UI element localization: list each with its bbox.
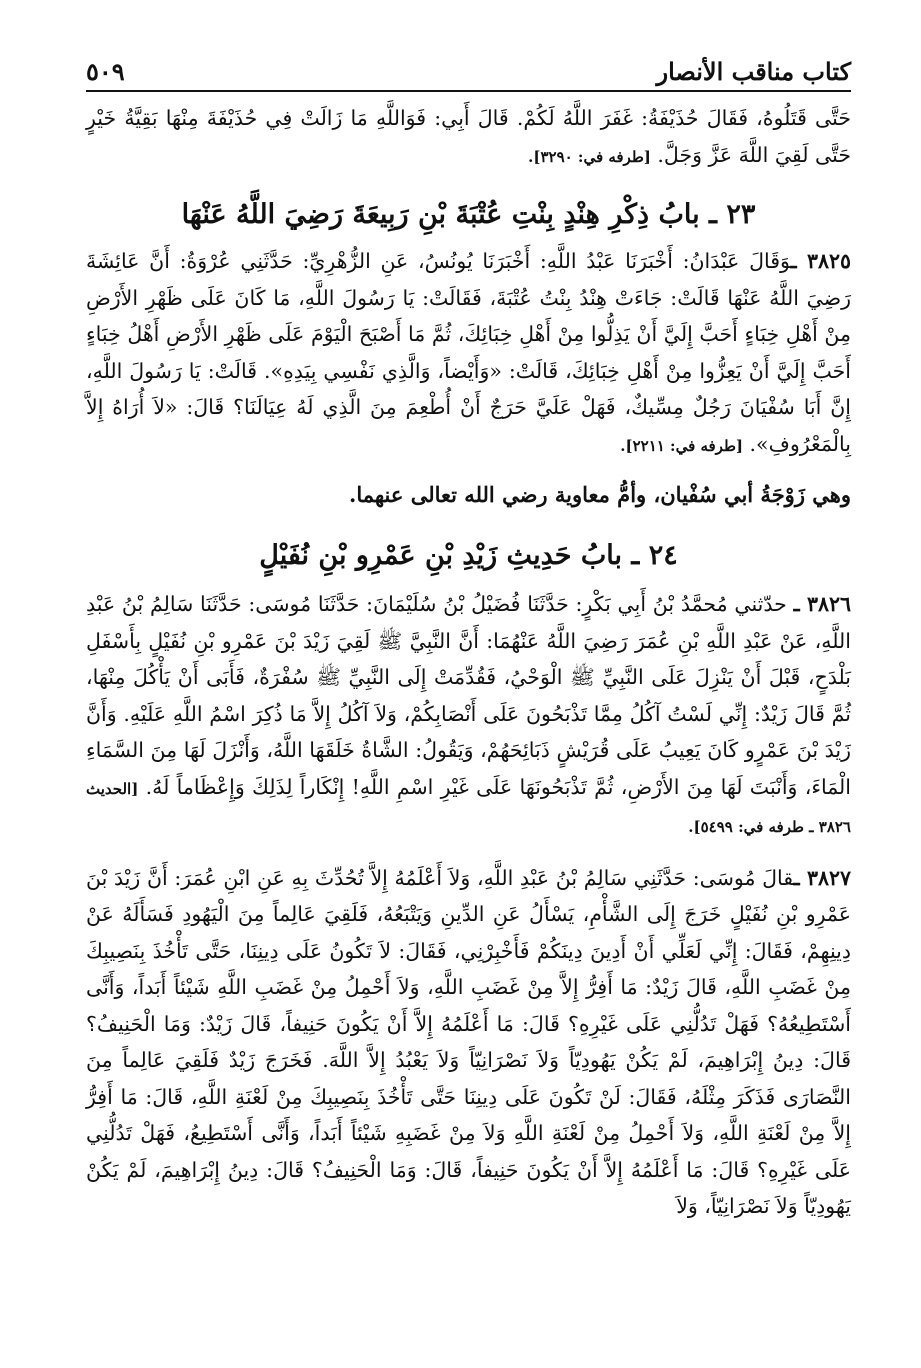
hadith-text: وَقَالَ عَبْدَانُ: أَخْبَرَنَا عَبْدُ اللَّهِ: أَخْبَرَنَا يُونُسُ، عَنِ الزُّهْرِيِّ: حَدَّثَنِي عُرْوَةُ: أَنَّ عَائِشَةَ رَضِيَ اللَّهُ عَنْهَا قَالَتْ: جَاءَتْ هِنْدُ بِنْتُ عُتْبَةَ، فَقَالَتْ: يَا رَسُولَ اللَّهِ، مَا كَانَ عَلَى ظَهْرِ الأَرْضِ مِنْ أَهْلِ خِبَاءٍ أَحَبَّ إِلَيَّ أَنْ يَذِلُّوا مِنْ أَهْلِ خِبَائِكَ، ثُمَّ مَا أَصْبَحَ الْيَوْمَ عَلَى ظَهْرِ الأَرْضِ أَهْلُ خِبَاءٍ أَحَبَّ إِلَيَّ أَنْ يَعِزُّوا مِنْ أَهْلِ خِبَائِكَ، قَالَتْ: «وَأَيْضاً، وَالَّذِي نَفْسِي بِيَدِهِ». قَالَتْ: يَا رَسُولَ اللَّهِ، إِنَّ أَبَا سُفْيَانَ رَجُلٌ مِسِّيكٌ، فَهَلْ عَلَيَّ حَرَجٌ أَنْ أُطْعِمَ مِنَ الَّذِي لَهُ عِيَالَنَا؟ قَالَ: «لاَ أُرَاهُ إِلاَّ بِالْمَعْرُوفِ». — [86, 249, 851, 456]
chapter-heading-24: ٢٤ ـ بابُ حَدِيثِ زَيْدِ بْنِ عَمْرِو بْنِ نُفَيْلٍ — [259, 540, 678, 571]
hadith-3826 — [86, 586, 851, 846]
hadith-text: حدّثني مُحمَّدُ بْنُ أَبِي بَكْرٍ: حَدَّثَنَا فُضَيْلُ بْنُ سُلَيْمَانَ: حَدَّثَنَا مُوسَى: حَدَّثَنَا سَالِمُ بْنُ عَبْدِ اللَّهِ، عَنْ عَبْدِ اللَّهِ بْنِ عُمَرَ رَضِيَ اللَّهُ عَنْهُمَا: أَنَّ النَّبِيَّ ﷺ لَقِيَ زَيْدَ بْنَ عَمْرِو بْنِ نُفَيْلٍ بِأَسْفَلِ بَلْدَحٍ، قَبْلَ أَنْ يَنْزِلَ عَلَى النَّبِيِّ ﷺ الْوَحْيُ، فَقُدِّمَتْ إِلَى النَّبِيِّ ﷺ سُفْرَةٌ، فَأَبَى أَنْ يَأْكُلَ مِنْهَا، ثُمَّ قَالَ زَيْدٌ: إِنِّي لَسْتُ آكُلُ مِمَّا تَذْبَحُونَ عَلَى أَنْصَابِكُمْ، وَلاَ آكُلُ إِلاَّ مَا ذُكِرَ اسْمُ اللَّهِ عَلَيْهِ. وَأَنَّ زَيْدَ بْنَ عَمْرٍو كَانَ يَعِيبُ عَلَى قُرَيْشٍ ذَبَائِحَهُمْ، وَيَقُولُ: الشَّاةُ خَلَقَهَا اللَّهُ، وَأَنْزَلَ لَهَا مِنَ السَّمَاءِ الْمَاءَ، وَأَنْبَتَ لَهَا مِنَ الأَرْضِ، ثُمَّ تَذْبَحُونَهَا عَلَى غَيْرِ اسْمِ اللَّهِ! إِنْكَاراً لِذَلِكَ وَإِعْظَاماً لَهُ. — [86, 592, 851, 799]
editor-note: وهي زَوْجَةُ أبي سُفْيان، وأمُّ معاوية رضي الله تعالى عنهما. — [349, 482, 851, 507]
hadith-number: ٣٨٢٧ ـ — [793, 865, 851, 890]
page-number: ٥٠٩ — [86, 57, 125, 86]
hadith-text: قالَ مُوسَى: حَدَّثَنِي سَالِمُ بْنُ عَبْدِ اللَّهِ، وَلاَ أَعْلَمُهُ إِلاَّ تُحُدِّثَ بِهِ عَنِ ابْنِ عُمَرَ: أَنَّ زَيْدَ بْنَ عَمْرِو بْنِ نُفَيْلٍ خَرَجَ إِلَى الشَّأْمِ، يَسْأَلُ عَنِ الدِّينِ وَيَتْبَعُهُ، فَلَقِيَ عَالِماً مِنَ الْيَهُودِ فَسَأَلَهُ عَنْ دِينِهِمْ، فَقَالَ: إِنِّي لَعَلِّي أَنْ أَدِينَ دِينَكُمْ فَأَخْبِرْنِي، فَقَالَ: لاَ تَكُونُ عَلَى دِينِنَا، حَتَّى تَأْخُذَ بِنَصِيبِكَ مِنْ غَضَبِ اللَّهِ، قَالَ زَيْدٌ: مَا أَفِرُّ إِلاَّ مِنْ غَضَبِ اللَّهِ، وَلاَ أَحْمِلُ مِنْ غَضَبِ اللَّهِ شَيْئاً أَبَداً، وَأَنَّى أَسْتَطِيعُهُ؟ فَهَلْ تَدُلُّنِي عَلَى غَيْرِهِ؟ قَالَ: مَا أَعْلَمُهُ إِلاَّ أَنْ يَكُونَ حَنِيفاً، قَالَ زَيْدٌ: وَمَا الْحَنِيفُ؟ قَالَ: دِينُ إِبْرَاهِيمَ، لَمْ يَكُنْ يَهُودِيّاً وَلاَ نَصْرَانِيّاً وَلاَ يَعْبُدُ إِلاَّ اللَّهَ. فَخَرَجَ زَيْدٌ فَلَقِيَ عَالِماً مِنَ النَّصَارَى فَذَكَرَ مِثْلَهُ، فَقَالَ: لَنْ تَكُونَ عَلَى دِينِنَا حَتَّى تَأْخُذَ بِنَصِيبِكَ مِنْ لَعْنَةِ اللَّهِ، قَالَ: مَا أَفِرُّ إِلاَّ مِنْ لَعْنَةِ اللَّهِ، وَلاَ أَحْمِلُ مِنْ لَعْنَةِ اللَّهِ وَلاَ مِنْ غَضَبِهِ شَيْئاً أَبَداً، وَأَنَّى أَسْتَطِيعُ، فَهَلْ تَدُلُّنِي عَلَى غَيْرِهِ؟ قَالَ: مَا أَعْلَمُهُ إِلاَّ أَنْ يَكُونَ حَنِيفاً، قَالَ: وَمَا الْحَنِيفُ؟ قَالَ: دِينُ إِبْرَاهِيمَ، لَمْ يَكُنْ يَهُودِيّاً وَلاَ نَصْرَانِيّاً، وَلاَ — [86, 865, 851, 1218]
continuation-paragraph — [86, 100, 851, 175]
continuation-text: حَتَّى قَتَلُوهُ، فَقَالَ حُذَيْفَةُ: غَفَرَ اللَّهُ لَكُمْ. قَالَ أَبِي: فَوَاللَّهِ مَا زَالَتْ فِي حُذَيْفَةَ مِنْهَا بَقِيَّةُ خَيْرٍ حَتَّى لَقِيَ اللَّهَ عَزَّ وَجَلَّ. — [86, 106, 851, 167]
hadith-number: ٣٨٢٦ ـ — [793, 592, 851, 616]
cross-reference: [طرفه في: ٣٢٩٠]. — [528, 147, 651, 166]
hadith-3827 — [86, 860, 851, 1225]
book-title: كتاب مناقب الأنصار — [656, 57, 851, 86]
hadith-number: ٣٨٢٥ ـ — [790, 249, 851, 273]
cross-reference: [طرفه في: ٢٢١١]. — [620, 436, 743, 455]
cross-reference: [الحديث ٣٨٢٦ ـ طرفه في: ٥٤٩٩]. — [86, 779, 851, 836]
page-header — [86, 46, 851, 92]
chapter-heading-23: ٢٣ ـ بابُ ذِكْرِ هِنْدٍ بِنْتِ عُتْبَةَ بْنِ رَبِيعَةَ رَضِيَ اللَّهُ عَنْهَا — [181, 199, 756, 230]
hadith-3825 — [86, 243, 851, 464]
